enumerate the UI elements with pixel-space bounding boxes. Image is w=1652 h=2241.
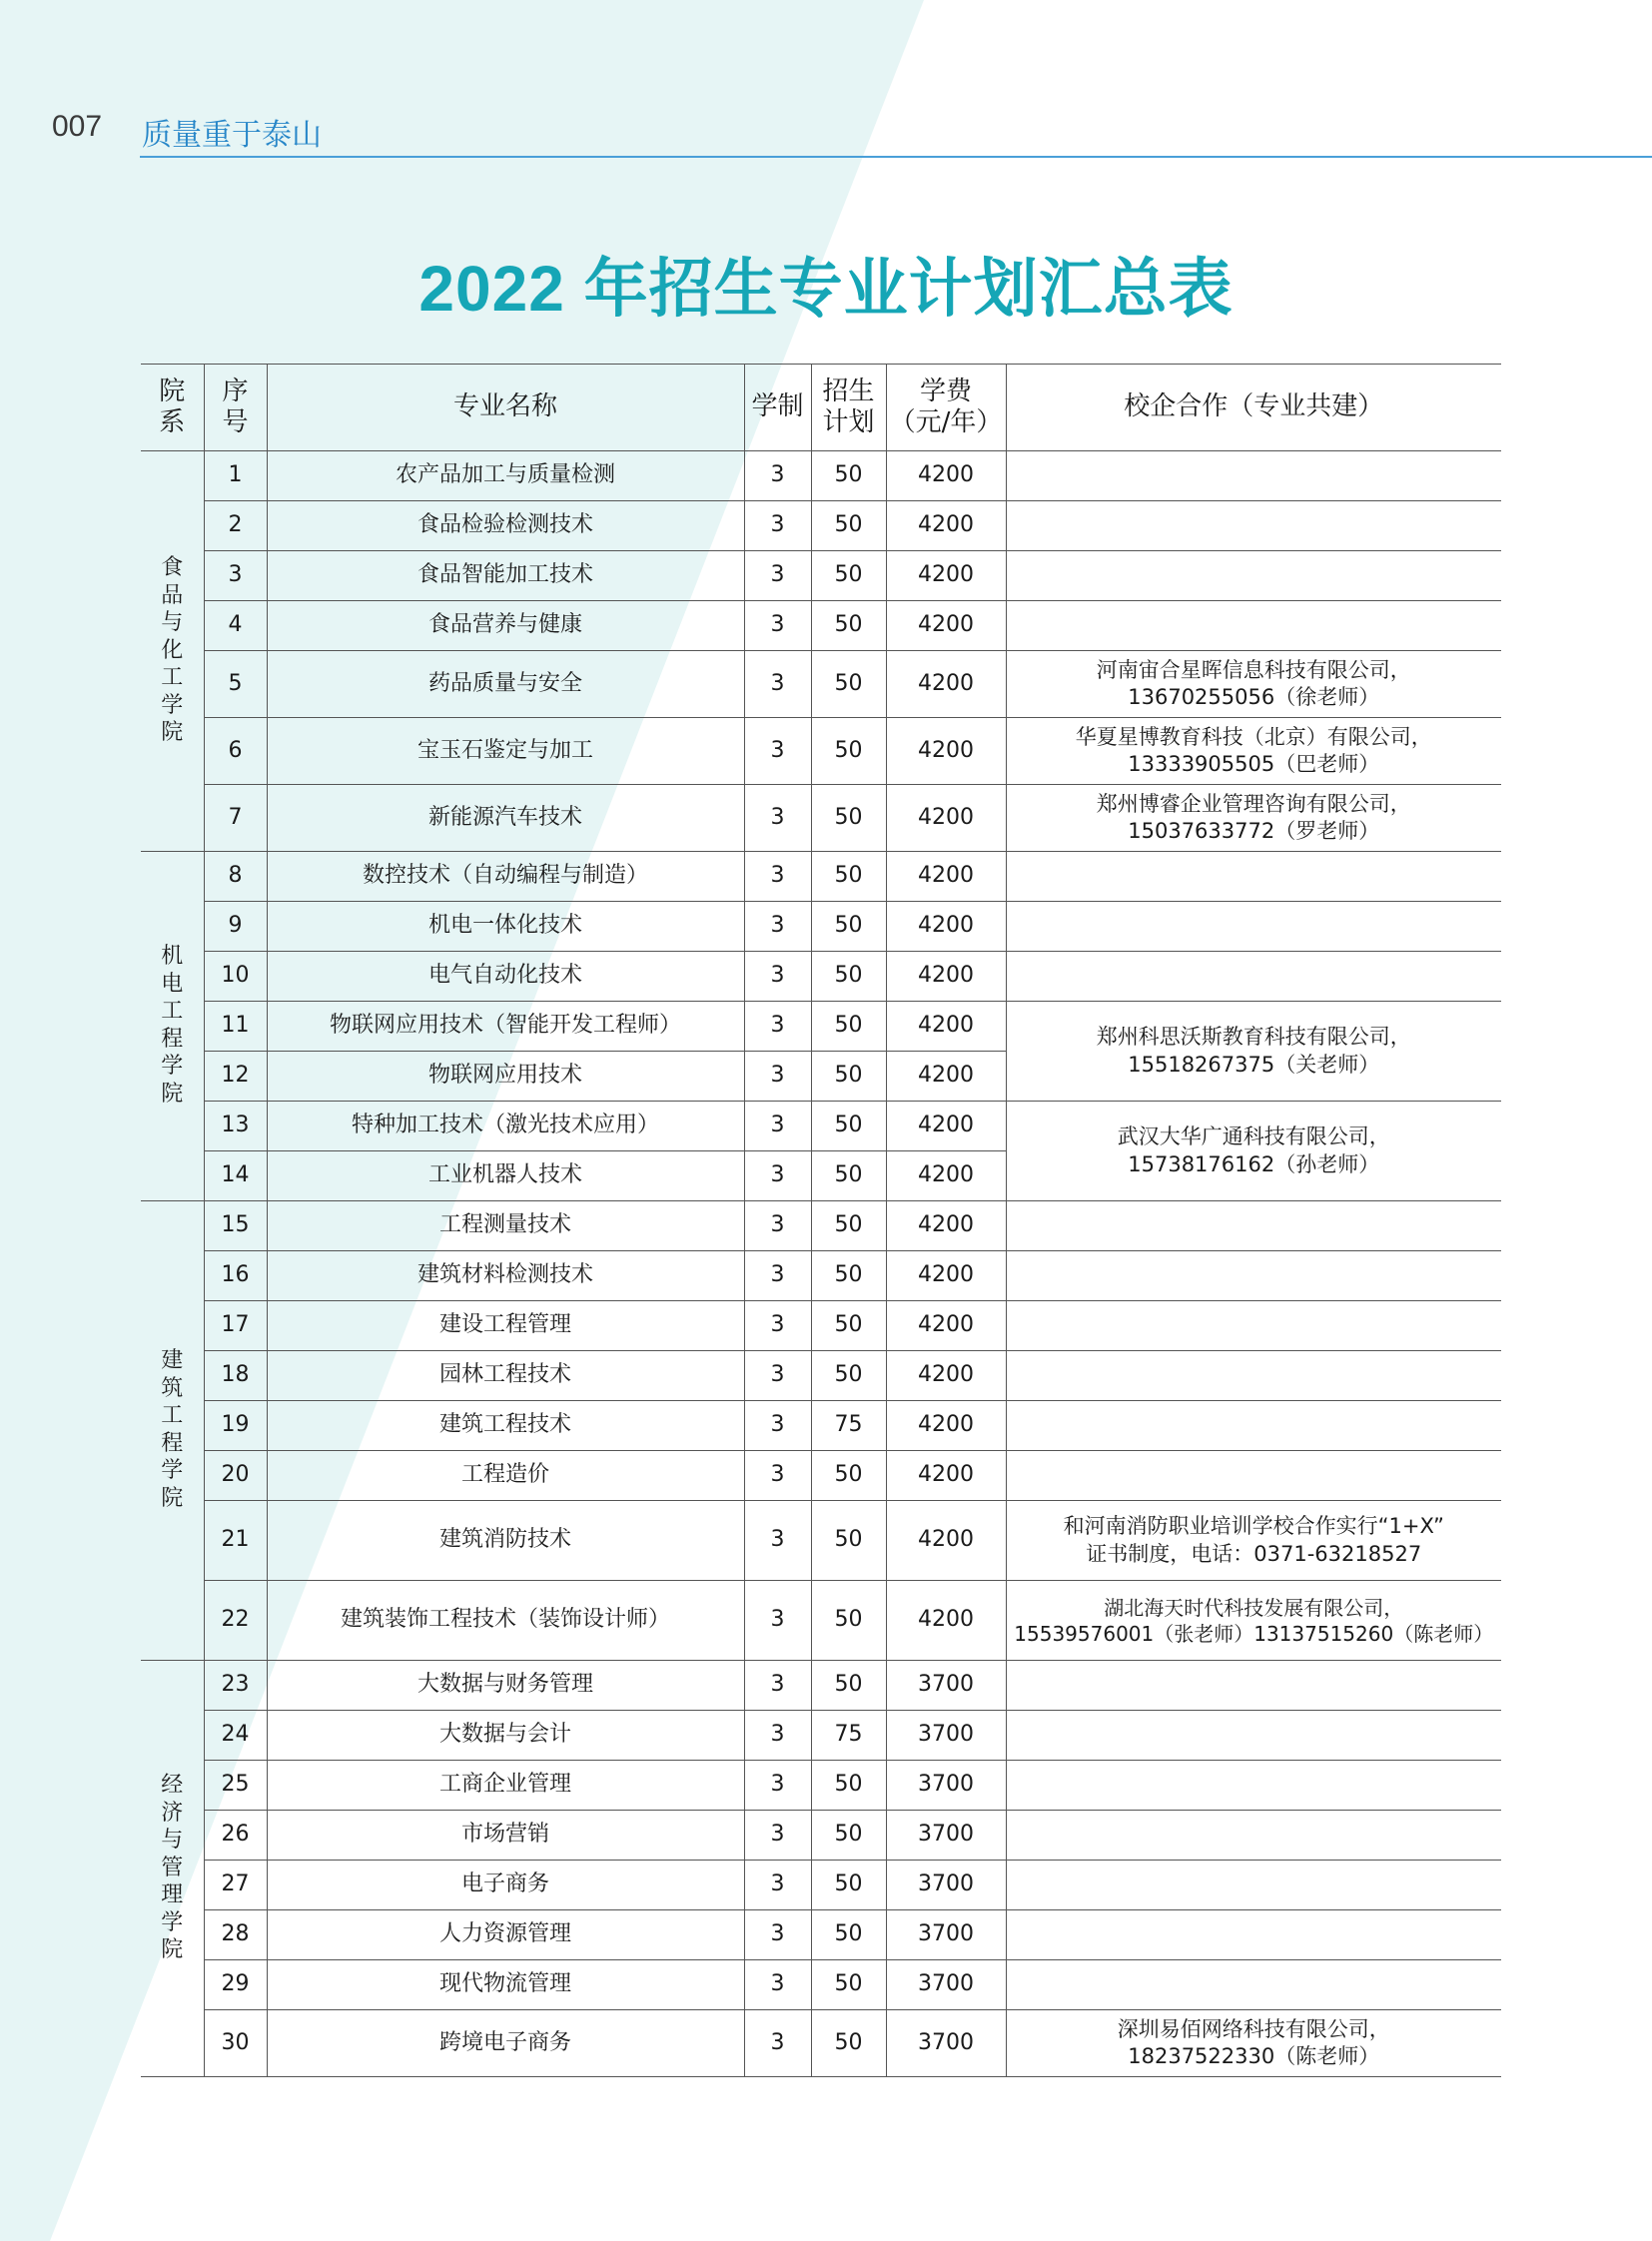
table-cell: 6 [204, 718, 267, 785]
table-cell: 4200 [886, 1351, 1006, 1401]
table-cell: 3 [744, 1761, 811, 1811]
table-cell: 3 [744, 651, 811, 718]
major-name-cell: 大数据与财务管理 [267, 1661, 744, 1711]
table-cell: 3 [744, 852, 811, 902]
dept-cell: 机电工程学院 [141, 852, 204, 1201]
table-cell: 3 [744, 1451, 811, 1501]
table-cell: 50 [811, 451, 886, 501]
table-cell: 3 [744, 1052, 811, 1102]
table-cell: 26 [204, 1811, 267, 1861]
coop-cell [1006, 1711, 1501, 1761]
table-cell: 50 [811, 1251, 886, 1301]
table-cell: 50 [811, 1451, 886, 1501]
table-cell: 3 [744, 2010, 811, 2077]
coop-cell: 武汉大华广通科技有限公司， 15738176162（孙老师） [1006, 1102, 1501, 1201]
table-cell: 50 [811, 1301, 886, 1351]
header-major: 专业名称 [267, 365, 744, 451]
table-cell: 50 [811, 1861, 886, 1910]
table-row [141, 551, 1501, 601]
table-cell: 3 [744, 1501, 811, 1581]
table-cell: 23 [204, 1661, 267, 1711]
table-cell: 30 [204, 2010, 267, 2077]
coop-cell: 和河南消防职业培训学校合作实行“1+X” 证书制度，电话：0371-63218527 [1006, 1501, 1501, 1581]
table-cell: 75 [811, 1711, 886, 1761]
table-cell: 8 [204, 852, 267, 902]
major-name-cell: 新能源汽车技术 [267, 785, 744, 852]
table-cell: 3700 [886, 1910, 1006, 1960]
table-cell: 50 [811, 952, 886, 1002]
table-cell: 15 [204, 1201, 267, 1251]
table-cell: 50 [811, 601, 886, 651]
table-cell: 4200 [886, 551, 1006, 601]
table-cell: 21 [204, 1501, 267, 1581]
table-cell: 19 [204, 1401, 267, 1451]
coop-cell: 河南宙合星晖信息科技有限公司， 13670255056（徐老师） [1006, 651, 1501, 718]
table-row [141, 1251, 1501, 1301]
coop-cell: 郑州科思沃斯教育科技有限公司， 15518267375（关老师） [1006, 1002, 1501, 1102]
table-cell: 3700 [886, 1711, 1006, 1761]
table-cell: 4200 [886, 1201, 1006, 1251]
coop-cell [1006, 451, 1501, 501]
table-cell: 3700 [886, 1861, 1006, 1910]
table-cell: 3 [744, 551, 811, 601]
section-title: 质量重于泰山 [142, 118, 322, 153]
table-row [141, 1761, 1501, 1811]
table-cell: 4200 [886, 1301, 1006, 1351]
major-name-cell: 电子商务 [267, 1861, 744, 1910]
table-cell: 4200 [886, 1451, 1006, 1501]
major-name-cell: 机电一体化技术 [267, 902, 744, 952]
table-cell: 4200 [886, 718, 1006, 785]
coop-cell [1006, 501, 1501, 551]
table-cell: 2 [204, 501, 267, 551]
table-cell: 3 [744, 718, 811, 785]
table-row [141, 1711, 1501, 1761]
page-header [0, 100, 1652, 170]
major-name-cell: 药品质量与安全 [267, 651, 744, 718]
header-seq: 序 号 [204, 365, 267, 451]
table-cell: 4200 [886, 1151, 1006, 1201]
coop-cell: 郑州博睿企业管理咨询有限公司， 15037633772（罗老师） [1006, 785, 1501, 852]
major-name-cell: 工程造价 [267, 1451, 744, 1501]
table-row [141, 902, 1501, 952]
table-cell: 3 [744, 1711, 811, 1761]
coop-cell [1006, 1960, 1501, 2010]
major-name-cell: 电气自动化技术 [267, 952, 744, 1002]
major-name-cell: 大数据与会计 [267, 1711, 744, 1761]
coop-cell [1006, 1201, 1501, 1251]
table-cell: 3700 [886, 1661, 1006, 1711]
table-cell: 3 [744, 1811, 811, 1861]
table-cell: 22 [204, 1581, 267, 1661]
table-row [141, 451, 1501, 501]
coop-cell [1006, 1861, 1501, 1910]
major-name-cell: 工业机器人技术 [267, 1151, 744, 1201]
major-name-cell: 建筑消防技术 [267, 1501, 744, 1581]
enrollment-plan-table [141, 364, 1501, 2077]
table-cell: 50 [811, 501, 886, 551]
table-cell: 3 [744, 785, 811, 852]
major-name-cell: 物联网应用技术（智能开发工程师） [267, 1002, 744, 1052]
coop-cell: 深圳易佰网络科技有限公司， 18237522330（陈老师） [1006, 2010, 1501, 2077]
table-cell: 12 [204, 1052, 267, 1102]
table-row [141, 1960, 1501, 2010]
table-row [141, 1451, 1501, 1501]
table-cell: 3 [744, 1351, 811, 1401]
table-cell: 13 [204, 1102, 267, 1151]
table-cell: 50 [811, 1201, 886, 1251]
table-cell: 50 [811, 1910, 886, 1960]
table-row [141, 1910, 1501, 1960]
table-row [141, 1102, 1501, 1151]
major-name-cell: 食品营养与健康 [267, 601, 744, 651]
table-cell: 3 [744, 1201, 811, 1251]
table-cell: 7 [204, 785, 267, 852]
table-cell: 3 [744, 501, 811, 551]
major-name-cell: 工商企业管理 [267, 1761, 744, 1811]
table-row [141, 1661, 1501, 1711]
coop-cell [1006, 1761, 1501, 1811]
table-cell: 50 [811, 718, 886, 785]
major-name-cell: 人力资源管理 [267, 1910, 744, 1960]
table-cell: 5 [204, 651, 267, 718]
header-divider [140, 156, 1652, 158]
table-row [141, 1581, 1501, 1661]
coop-cell [1006, 601, 1501, 651]
table-cell: 4200 [886, 1251, 1006, 1301]
table-cell: 50 [811, 1052, 886, 1102]
table-row [141, 601, 1501, 651]
table-cell: 3 [744, 1002, 811, 1052]
table-row [141, 1002, 1501, 1052]
table-cell: 4200 [886, 902, 1006, 952]
table-cell: 50 [811, 785, 886, 852]
major-name-cell: 食品智能加工技术 [267, 551, 744, 601]
table-cell: 50 [811, 1351, 886, 1401]
major-name-cell: 物联网应用技术 [267, 1052, 744, 1102]
table-cell: 18 [204, 1351, 267, 1401]
table-cell: 75 [811, 1401, 886, 1451]
table-cell: 24 [204, 1711, 267, 1761]
table-cell: 9 [204, 902, 267, 952]
coop-cell: 华夏星博教育科技（北京）有限公司， 13333905505（巴老师） [1006, 718, 1501, 785]
coop-cell [1006, 1251, 1501, 1301]
major-name-cell: 特种加工技术（激光技术应用） [267, 1102, 744, 1151]
table-cell: 4200 [886, 1102, 1006, 1151]
coop-cell [1006, 902, 1501, 952]
page-title: 2022 年招生专业计划汇总表 [418, 253, 1234, 325]
table-row [141, 718, 1501, 785]
table-cell: 29 [204, 1960, 267, 2010]
table-cell: 50 [811, 1501, 886, 1581]
table-cell: 4200 [886, 501, 1006, 551]
coop-cell [1006, 1401, 1501, 1451]
table-cell: 50 [811, 1002, 886, 1052]
table-cell: 3 [744, 1581, 811, 1661]
table-cell: 3700 [886, 1811, 1006, 1861]
major-name-cell: 工程测量技术 [267, 1201, 744, 1251]
table-cell: 1 [204, 451, 267, 501]
table-cell: 50 [811, 1581, 886, 1661]
major-name-cell: 建筑材料检测技术 [267, 1251, 744, 1301]
major-name-cell: 建设工程管理 [267, 1301, 744, 1351]
header-fee: 学费 （元/年） [886, 365, 1006, 451]
table-cell: 50 [811, 1151, 886, 1201]
table-cell: 50 [811, 1811, 886, 1861]
table-row [141, 1811, 1501, 1861]
table-cell: 3700 [886, 1960, 1006, 2010]
table-cell: 3 [744, 1910, 811, 1960]
dept-cell: 经济与管理学院 [141, 1661, 204, 2077]
table-cell: 4200 [886, 451, 1006, 501]
table-cell: 3 [744, 952, 811, 1002]
header-coop: 校企合作（专业共建） [1006, 365, 1501, 451]
table-cell: 3 [744, 451, 811, 501]
table-cell: 50 [811, 1661, 886, 1711]
table-cell: 50 [811, 1102, 886, 1151]
major-name-cell: 市场营销 [267, 1811, 744, 1861]
table-row [141, 1501, 1501, 1581]
coop-cell [1006, 1451, 1501, 1501]
page-number: 007 [52, 110, 103, 143]
table-cell: 50 [811, 551, 886, 601]
table-cell: 4200 [886, 1052, 1006, 1102]
coop-cell [1006, 1910, 1501, 1960]
major-name-cell: 数控技术（自动编程与制造） [267, 852, 744, 902]
table-cell: 25 [204, 1761, 267, 1811]
table-cell: 3 [204, 551, 267, 601]
table-row [141, 1351, 1501, 1401]
coop-cell [1006, 952, 1501, 1002]
major-name-cell: 农产品加工与质量检测 [267, 451, 744, 501]
table-header-row [141, 365, 1501, 451]
table-row [141, 651, 1501, 718]
major-name-cell: 园林工程技术 [267, 1351, 744, 1401]
major-name-cell: 建筑装饰工程技术（装饰设计师） [267, 1581, 744, 1661]
table-row [141, 1301, 1501, 1351]
table-cell: 50 [811, 1761, 886, 1811]
coop-cell [1006, 551, 1501, 601]
table-cell: 50 [811, 651, 886, 718]
table-cell: 3 [744, 1960, 811, 2010]
dept-cell: 建筑工程学院 [141, 1201, 204, 1661]
table-cell: 17 [204, 1301, 267, 1351]
major-name-cell: 建筑工程技术 [267, 1401, 744, 1451]
table-cell: 27 [204, 1861, 267, 1910]
table-cell: 20 [204, 1451, 267, 1501]
major-name-cell: 跨境电子商务 [267, 2010, 744, 2077]
table-cell: 50 [811, 1960, 886, 2010]
table-cell: 4200 [886, 601, 1006, 651]
table-cell: 3700 [886, 1761, 1006, 1811]
table-cell: 3700 [886, 2010, 1006, 2077]
coop-cell [1006, 1811, 1501, 1861]
table-cell: 3 [744, 1251, 811, 1301]
table-cell: 10 [204, 952, 267, 1002]
table-cell: 3 [744, 1861, 811, 1910]
table-cell: 4200 [886, 1401, 1006, 1451]
table-cell: 50 [811, 852, 886, 902]
table-cell: 3 [744, 1301, 811, 1351]
coop-cell [1006, 1661, 1501, 1711]
table-row [141, 852, 1501, 902]
table-row [141, 1861, 1501, 1910]
table-cell: 3 [744, 1401, 811, 1451]
table-cell: 4200 [886, 952, 1006, 1002]
header-plan: 招生 计划 [811, 365, 886, 451]
coop-cell [1006, 1301, 1501, 1351]
dept-cell: 食品与化工学院 [141, 451, 204, 852]
coop-cell: 湖北海天时代科技发展有限公司， 15539576001（张老师）13137515260（陈老师） [1006, 1581, 1501, 1661]
table-cell: 3 [744, 1661, 811, 1711]
table-cell: 3 [744, 1151, 811, 1201]
table-cell: 3 [744, 601, 811, 651]
table-cell: 28 [204, 1910, 267, 1960]
table-cell: 4200 [886, 852, 1006, 902]
table-cell: 4200 [886, 1501, 1006, 1581]
table-cell: 11 [204, 1002, 267, 1052]
coop-cell [1006, 852, 1501, 902]
major-name-cell: 现代物流管理 [267, 1960, 744, 2010]
table-cell: 4 [204, 601, 267, 651]
table-cell: 4200 [886, 1002, 1006, 1052]
major-name-cell: 宝玉石鉴定与加工 [267, 718, 744, 785]
table-row [141, 1401, 1501, 1451]
major-name-cell: 食品检验检测技术 [267, 501, 744, 551]
header-dept: 院 系 [141, 365, 204, 451]
coop-cell [1006, 1351, 1501, 1401]
table-row [141, 2010, 1501, 2077]
table-cell: 3 [744, 1102, 811, 1151]
table-row [141, 785, 1501, 852]
table-cell: 4200 [886, 1581, 1006, 1661]
table-row [141, 952, 1501, 1002]
table-cell: 50 [811, 902, 886, 952]
table-row [141, 501, 1501, 551]
table-row [141, 1201, 1501, 1251]
table-cell: 50 [811, 2010, 886, 2077]
table-cell: 4200 [886, 785, 1006, 852]
table-cell: 4200 [886, 651, 1006, 718]
header-years: 学制 [744, 365, 811, 451]
table-cell: 3 [744, 902, 811, 952]
table-cell: 16 [204, 1251, 267, 1301]
table-cell: 14 [204, 1151, 267, 1201]
